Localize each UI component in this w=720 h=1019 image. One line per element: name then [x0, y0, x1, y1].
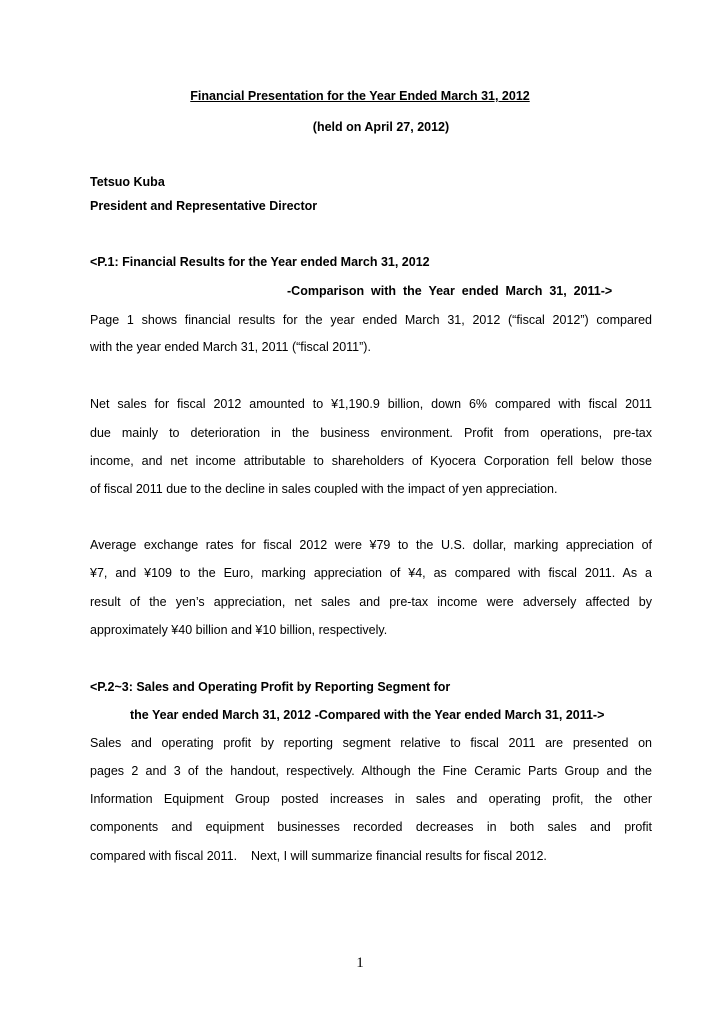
section2-subheading: the Year ended March 31, 2012 -Compared with the Year ended March 31, 2011-> [130, 708, 605, 722]
section1-heading: <P.1: Financial Results for the Year ended March 31, 2012 [90, 255, 430, 269]
speaker-name: Tetsuo Kuba [90, 175, 165, 189]
section2-heading: <P.2~3: Sales and Operating Profit by Reporting Segment for [90, 680, 451, 694]
document-subtitle: (held on April 27, 2012) [312, 120, 450, 134]
section1-para2-line: Net sales for fiscal 2012 amounted to ¥1,190.9 billion, down 6% compared with fiscal 2011 [90, 397, 652, 411]
document-title: Financial Presentation for the Year Ended March 31, 2012 [190, 89, 530, 103]
section1-para1-line: Page 1 shows financial results for the year ended March 31, 2012 (“fiscal 2012”) compared [90, 313, 652, 327]
section2-para1-line: Sales and operating profit by reporting segment relative to fiscal 2011 are presented on [90, 736, 652, 750]
section2-para1-line: compared with fiscal 2011. Next, I will summarize financial results for fiscal 2012. [90, 849, 547, 863]
section1-para3-line: ¥7, and ¥109 to the Euro, marking appreciation of ¥4, as compared with fiscal 2011. As a [90, 566, 652, 580]
section1-para3-line: approximately ¥40 billion and ¥10 billion, respectively. [90, 623, 388, 637]
page-number: 1 [356, 955, 364, 971]
section1-para2-line: income, and net income attributable to shareholders of Kyocera Corporation fell below those [90, 454, 652, 468]
section1-subheading: -Comparison with the Year ended March 31, 2011-> [287, 284, 613, 298]
section1-para2-line: of fiscal 2011 due to the decline in sales coupled with the impact of yen appreciation. [90, 482, 558, 496]
section1-para3-line: result of the yen’s appreciation, net sales and pre-tax income were adversely affected by [90, 595, 652, 609]
section2-para1-line: components and equipment businesses recorded decreases in both sales and profit [90, 820, 652, 834]
section1-para3-line: Average exchange rates for fiscal 2012 were ¥79 to the U.S. dollar, marking appreciation of [90, 538, 652, 552]
section1-para2-line: due mainly to deterioration in the business environment. Profit from operations, pre-tax [90, 426, 652, 440]
section2-para1-line: Information Equipment Group posted increases in sales and operating profit, the other [90, 792, 652, 806]
section1-para1-line: with the year ended March 31, 2011 (“fiscal 2011”). [90, 340, 371, 354]
speaker-role: President and Representative Director [90, 199, 318, 213]
section2-para1-line: pages 2 and 3 of the handout, respectively. Although the Fine Ceramic Parts Group and the [90, 764, 652, 778]
